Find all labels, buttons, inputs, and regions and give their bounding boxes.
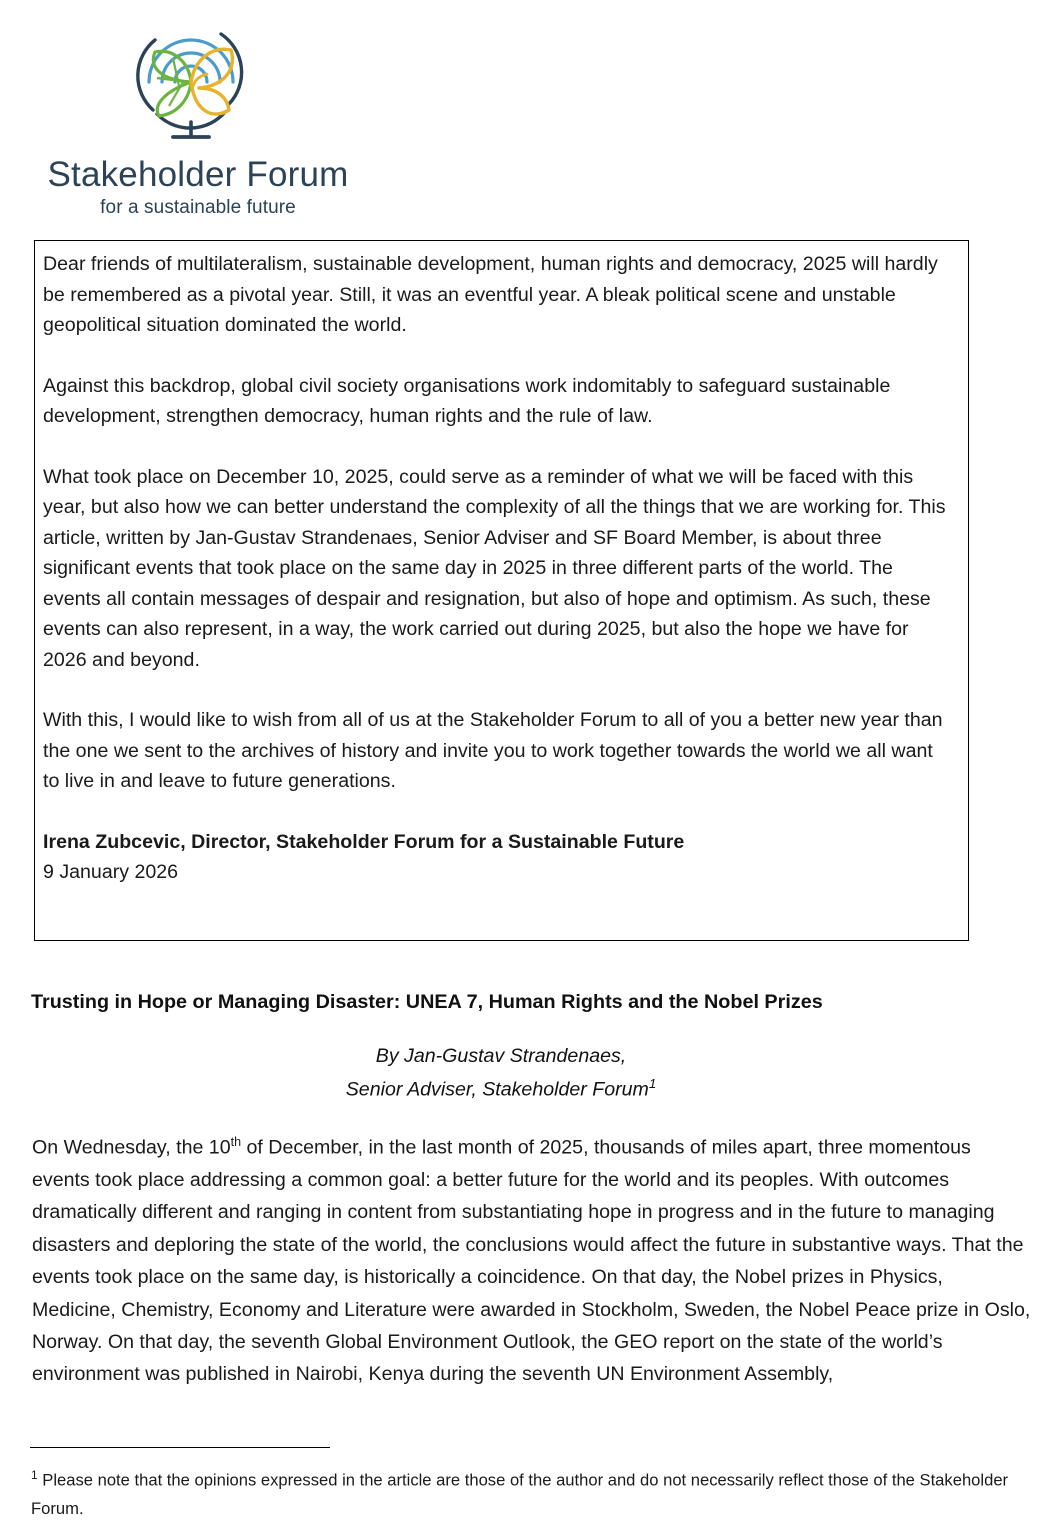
letter-paragraph-2: Against this backdrop, global civil society organisations work indomitably to safeguard sustainable development, strengthen democracy, human rights and the rule of law. — [43, 374, 891, 427]
article-title: Trusting in Hope or Managing Disaster: UNEA 7, Human Rights and the Nobel Prizes — [31, 991, 823, 1013]
letter-signature-name: Irena Zubcevic, Director, Stakeholder Forum for a Sustainable Future — [43, 830, 685, 853]
ordinal-suffix: th — [230, 1135, 242, 1149]
letter-paragraph-1: Dear friends of multilateralism, sustainable development, human rights and democracy, 2025 will hardly be remembered as a pivotal year. Still, it was an eventful year. A bleak political scene and unstable geopolitical situation dominated the world. — [43, 253, 938, 336]
logo-wordmark: Stakeholder Forum — [47, 155, 349, 194]
article-body — [32, 1126, 1032, 1391]
letter-paragraph-4: With this, I would like to wish from all of us at the Stakeholder Forum to all of you a better new year than the one we sent to the archives of history and invite you to work together towards the world we all want to live in and leave to future generations. — [43, 709, 943, 792]
stakeholder-forum-globe-icon — [129, 18, 253, 148]
byline-footnote-marker: 1 — [648, 1076, 657, 1091]
article-body-part-1: On Wednesday, the 10 — [32, 1136, 231, 1159]
byline-role — [31, 1070, 971, 1104]
article-body-part-2: of December, in the last month of 2025, thousands of miles apart, three momentous events took place addressing a common goal: a better future for the world and its peoples. With outcomes dramatically different and ranging in content from substantiating hope in progress and in the future to managing disasters and deploring the state of the world, the conclusions would affect the future in substantive ways. That the events took place on the same day, is historically a coincidence. On that day, the Nobel prizes in Physics, Medicine, Chemistry, Economy and Literature were awarded in Stockholm, Sweden, the Nobel Peace prize in Oslo, Norway. On that day, the seventh Global Environment Outlook, the GEO report on the state of the world’s environment was published in Nairobi, Kenya during the seventh UN Environment Assembly, — [32, 1136, 1031, 1386]
logo-tagline: for a sustainable future — [100, 196, 296, 218]
footnote — [31, 1461, 1031, 1523]
letter-body — [43, 249, 954, 888]
editor-letter-box — [34, 240, 969, 941]
footnote-marker: 1 — [31, 1468, 38, 1482]
article-byline — [31, 1042, 971, 1104]
byline-role-text: Senior Adviser, Stakeholder Forum — [345, 1078, 649, 1101]
letterhead-logo — [33, 18, 363, 219]
letter-signature-date: 9 January 2026 — [43, 861, 179, 883]
footnote-text: Please note that the opinions expressed in the article are those of the author and do not necessarily reflect those of the Stakeholder Forum. — [31, 1470, 1009, 1518]
letter-paragraph-3: What took place on December 10, 2025, could serve as a reminder of what we will be faced with this year, but also how we can better understand the complexity of all the things that we are working for. This article, written by Jan-Gustav Strandenaes, Senior Adviser and SF Board Member, is about three significant events that took place on the same day in 2025 in three different parts of the world. The events all contain messages of despair and resignation, but also of hope and optimism. As such, these events can also represent, in a way, the work carried out during 2025, but also the hope we have for 2026 and beyond. — [43, 465, 946, 671]
footnote-separator — [30, 1447, 330, 1448]
byline-author: By Jan-Gustav Strandenaes, — [375, 1045, 627, 1067]
